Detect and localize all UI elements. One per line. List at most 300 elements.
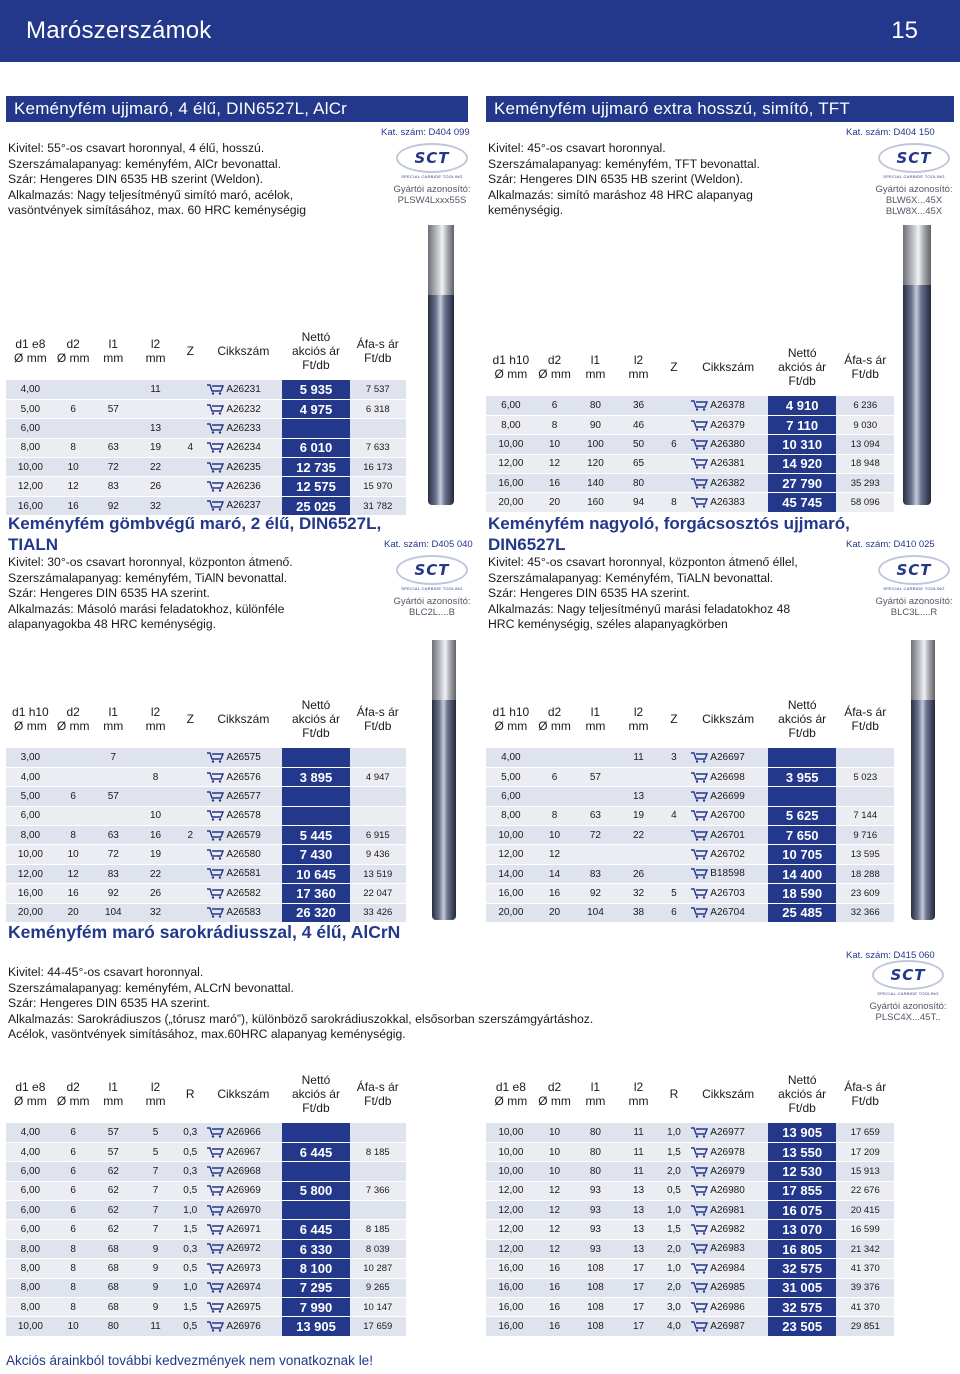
d2-cell: 10 (55, 458, 92, 477)
article-code-cell[interactable]: A26702 (688, 845, 768, 864)
net-price-cell: 14 920 (768, 454, 837, 473)
gross-price-cell (350, 787, 406, 806)
s4-description-line: Szár: Hengeres DIN 6535 HA szerint. (488, 586, 690, 600)
l1-cell: 92 (92, 884, 135, 903)
l2-cell: 11 (135, 1317, 176, 1336)
s2-description-line: Szerszámalapanyag: keményfém, TFT bevonattal. (488, 156, 760, 171)
z-cell: 6 (660, 903, 689, 922)
table-row (486, 767, 894, 786)
table-row (486, 826, 894, 845)
article-code-cell[interactable]: A26983 (688, 1239, 768, 1258)
l1-cell: 63 (92, 826, 135, 845)
l1-cell: 68 (92, 1259, 135, 1278)
net-price-cell: 45 745 (768, 493, 837, 512)
article-code-cell[interactable]: A26968 (204, 1162, 282, 1181)
cart-icon[interactable] (690, 1321, 708, 1332)
gross-price-cell: 33 426 (350, 903, 406, 922)
cart-icon[interactable] (690, 478, 708, 489)
article-code-cell[interactable]: A26577 (204, 787, 282, 806)
d2-cell: 6 (55, 1201, 92, 1220)
gross-price-cell (350, 1201, 406, 1220)
article-code-cell[interactable]: A26582 (204, 884, 282, 903)
l1-cell: 57 (92, 787, 135, 806)
table-row (6, 1162, 406, 1181)
z-cell: 1,5 (176, 1298, 204, 1317)
cart-icon[interactable] (206, 1127, 224, 1138)
l1-cell: 57 (573, 767, 617, 786)
article-code-cell[interactable]: A26379 (688, 415, 768, 434)
gross-price-cell: 7 366 (350, 1181, 406, 1200)
net-price-cell: 4 910 (768, 396, 837, 415)
article-code-cell[interactable]: A26583 (204, 903, 282, 922)
l1-cell: 160 (573, 493, 617, 512)
l2-cell: 38 (618, 903, 660, 922)
l1-cell (573, 845, 617, 864)
cart-icon[interactable] (690, 888, 708, 899)
z-cell (660, 826, 689, 845)
net-price-cell: 17 855 (768, 1181, 837, 1200)
cart-icon[interactable] (206, 1185, 224, 1196)
manufacturer-id: PLSW4Lxxx55S (397, 195, 467, 206)
d2-cell: 10 (536, 1162, 574, 1181)
table-row (6, 477, 406, 496)
gross-price-cell (350, 1123, 406, 1142)
z-cell (176, 477, 204, 496)
cart-icon[interactable] (690, 1166, 708, 1177)
d1-cell: 12,00 (6, 864, 55, 883)
cart-icon[interactable] (206, 907, 224, 918)
cart-icon[interactable] (690, 791, 708, 802)
table-row (486, 1259, 894, 1278)
net-price-cell: 3 895 (282, 767, 349, 786)
cart-icon[interactable] (690, 1243, 708, 1254)
d1-cell: 10,00 (6, 845, 55, 864)
table-row (486, 1317, 894, 1336)
table-row (486, 474, 894, 493)
z-cell: 0,5 (176, 1142, 204, 1161)
sct-logo-icon (396, 143, 468, 173)
article-code-cell[interactable]: A26980 (688, 1181, 768, 1200)
gross-price-cell: 7 633 (350, 438, 406, 457)
cart-icon[interactable] (206, 1205, 224, 1216)
article-code-cell[interactable]: A26701 (688, 826, 768, 845)
cart-icon[interactable] (690, 1282, 708, 1293)
s1-catalog-no: Kat. szám: D404 099 (381, 127, 470, 138)
cart-icon[interactable] (206, 384, 224, 395)
gross-price-cell: 6 236 (836, 396, 894, 415)
d1-cell: 4,00 (6, 380, 55, 399)
net-price-cell: 5 445 (282, 826, 349, 845)
d2-cell: 16 (55, 884, 92, 903)
article-code-cell[interactable]: A26234 (204, 438, 282, 457)
cart-icon[interactable] (690, 772, 708, 783)
article-code-cell[interactable]: A26575 (204, 748, 282, 767)
d2-cell: 10 (536, 1123, 574, 1142)
article-code-cell[interactable]: A26970 (204, 1201, 282, 1220)
d1-cell: 12,00 (6, 477, 55, 496)
cart-icon[interactable] (206, 1224, 224, 1235)
gross-price-cell: 8 039 (350, 1239, 406, 1258)
d2-cell: 12 (55, 864, 92, 883)
column-header: l1 mm (585, 705, 606, 733)
l1-cell: 93 (573, 1181, 617, 1200)
logo-text: SCT (414, 561, 450, 579)
z-cell: 4,0 (660, 1317, 689, 1336)
d1-cell: 8,00 (6, 1298, 55, 1317)
d2-cell: 6 (55, 399, 92, 418)
z-cell: 8 (660, 493, 689, 512)
article-code-cell[interactable]: A26699 (688, 787, 768, 806)
net-price-cell: 26 320 (282, 903, 349, 922)
cart-icon[interactable] (690, 752, 708, 763)
manufacturer-id-label: Gyártói azonosító: (875, 184, 953, 195)
d2-cell: 16 (55, 496, 92, 515)
d1-cell: 16,00 (486, 1298, 536, 1317)
cart-icon[interactable] (206, 1282, 224, 1293)
l2-cell: 9 (135, 1298, 176, 1317)
article-code-cell[interactable]: A26984 (688, 1259, 768, 1278)
s1-description-line: Alkalmazás: Nagy teljesítményű simító maró, acélok, (8, 187, 294, 202)
article-code-cell[interactable]: A26976 (204, 1317, 282, 1336)
cart-icon[interactable] (690, 1302, 708, 1313)
d2-cell: 8 (55, 1278, 92, 1297)
table-row (486, 1220, 894, 1239)
s5-table-right (486, 1065, 894, 1337)
table-row (486, 435, 894, 454)
s4-description-line: Szerszámalapanyag: Keményfém, TiALN bevonattal. (488, 570, 774, 585)
l1-cell: 108 (573, 1259, 617, 1278)
manufacturer-id-label: Gyártói azonosító: (869, 1001, 947, 1012)
column-header: l1 mm (585, 1080, 606, 1108)
logo-subtitle: SPECIAL CARBIDE TOOLING (877, 991, 939, 996)
l2-cell: 7 (135, 1220, 176, 1239)
d2-cell: 12 (536, 845, 574, 864)
table-row (6, 864, 406, 883)
cart-icon[interactable] (206, 810, 224, 821)
l2-cell: 13 (618, 1220, 660, 1239)
cart-icon[interactable] (206, 442, 224, 453)
cart-icon[interactable] (690, 1205, 708, 1216)
d2-cell: 20 (55, 903, 92, 922)
l2-cell: 65 (618, 454, 660, 473)
d2-cell: 12 (536, 1201, 574, 1220)
article-code-cell[interactable]: A26971 (204, 1220, 282, 1239)
l2-cell (618, 845, 660, 864)
article-code-cell[interactable]: A26581 (204, 864, 282, 883)
article-code-cell[interactable]: A26233 (204, 419, 282, 438)
article-code-cell[interactable]: A26383 (688, 493, 768, 512)
cart-icon[interactable] (206, 462, 224, 473)
cart-icon[interactable] (206, 772, 224, 783)
table-row (486, 415, 894, 434)
s4-description (488, 555, 848, 633)
d2-cell: 16 (536, 1278, 574, 1297)
cart-icon[interactable] (690, 1263, 708, 1274)
article-code-cell[interactable]: A26704 (688, 903, 768, 922)
cart-icon[interactable] (690, 420, 708, 431)
article-code-cell[interactable]: A26236 (204, 477, 282, 496)
z-cell (660, 767, 689, 786)
net-price-cell: 6 445 (282, 1142, 349, 1161)
cart-icon[interactable] (206, 752, 224, 763)
cart-icon[interactable] (690, 810, 708, 821)
gross-price-cell: 22 676 (836, 1181, 894, 1200)
article-code-cell[interactable]: A26381 (688, 454, 768, 473)
article-code-cell[interactable]: A26973 (204, 1259, 282, 1278)
table-row (486, 1162, 894, 1181)
cart-icon[interactable] (206, 1243, 224, 1254)
article-code-cell[interactable]: A26235 (204, 458, 282, 477)
cart-icon[interactable] (690, 868, 708, 879)
l1-cell: 80 (573, 396, 617, 415)
article-code-cell[interactable]: A26378 (688, 396, 768, 415)
article-code-cell[interactable]: A26703 (688, 884, 768, 903)
logo-subtitle: SPECIAL CARBIDE TOOLING (883, 174, 945, 179)
d1-cell: 16,00 (486, 1317, 536, 1336)
z-cell (176, 903, 204, 922)
cart-icon[interactable] (690, 400, 708, 411)
article-code-cell[interactable]: A26978 (688, 1142, 768, 1161)
column-header: d1 h10 Ø mm (12, 705, 49, 733)
s4-description-line: Kivitel: 45°-os csavart horonnyal, központon átmenő éllel, (488, 555, 798, 569)
column-header: Z (670, 712, 678, 726)
l1-cell: 57 (92, 1142, 135, 1161)
cart-icon[interactable] (690, 497, 708, 508)
article-code-cell[interactable]: A26975 (204, 1298, 282, 1317)
cart-icon[interactable] (206, 423, 224, 434)
article-code-cell[interactable]: A26967 (204, 1142, 282, 1161)
article-code-cell[interactable]: A26981 (688, 1201, 768, 1220)
article-code-cell[interactable]: A26979 (688, 1162, 768, 1181)
cart-icon[interactable] (206, 868, 224, 879)
sct-logo-icon (878, 143, 950, 173)
d2-cell: 6 (55, 1162, 92, 1181)
gross-price-cell: 15 970 (350, 477, 406, 496)
cart-icon[interactable] (206, 830, 224, 841)
cart-icon[interactable] (206, 404, 224, 415)
z-cell: 1,0 (176, 1201, 204, 1220)
article-code-cell[interactable]: A26579 (204, 826, 282, 845)
cart-icon[interactable] (206, 1166, 224, 1177)
z-cell: 0,3 (176, 1162, 204, 1181)
table-header (6, 322, 406, 380)
l1-cell: 108 (573, 1317, 617, 1336)
cart-icon[interactable] (206, 888, 224, 899)
cart-icon[interactable] (690, 907, 708, 918)
l2-cell: 17 (618, 1317, 660, 1336)
d1-cell: 12,00 (486, 454, 536, 473)
l1-cell: 62 (92, 1201, 135, 1220)
cart-icon[interactable] (690, 458, 708, 469)
d1-cell: 6,00 (486, 396, 536, 415)
z-cell: 1,0 (660, 1123, 689, 1142)
net-price-cell: 7 990 (282, 1298, 349, 1317)
l2-cell: 11 (618, 1142, 660, 1161)
gross-price-cell: 15 913 (836, 1162, 894, 1181)
article-code-cell[interactable]: A26985 (688, 1278, 768, 1297)
article-code-cell[interactable]: A26380 (688, 435, 768, 454)
net-price-cell (768, 787, 837, 806)
d2-cell: 16 (536, 1298, 574, 1317)
article-code-cell[interactable]: A26982 (688, 1220, 768, 1239)
l1-cell: 80 (92, 1317, 135, 1336)
net-price-cell: 3 955 (768, 767, 837, 786)
l2-cell: 13 (135, 419, 176, 438)
table-row (6, 1298, 406, 1317)
article-code-cell[interactable]: A26969 (204, 1181, 282, 1200)
article-code-cell[interactable]: A26697 (688, 748, 768, 767)
net-price-cell: 16 805 (768, 1239, 837, 1258)
article-code-cell[interactable]: A26700 (688, 806, 768, 825)
net-price-cell: 4 975 (282, 399, 349, 418)
column-header: d2 Ø mm (56, 337, 90, 365)
cart-icon[interactable] (206, 1147, 224, 1158)
article-code-cell[interactable]: A26576 (204, 767, 282, 786)
column-header: d1 e8 Ø mm (14, 1080, 47, 1108)
gross-price-cell: 35 293 (836, 474, 894, 493)
l1-cell: 63 (573, 806, 617, 825)
table-row (486, 787, 894, 806)
d1-cell: 16,00 (486, 474, 536, 493)
table-row (6, 380, 406, 399)
d2-cell: 12 (536, 454, 574, 473)
l1-cell: 68 (92, 1298, 135, 1317)
cart-icon[interactable] (206, 500, 224, 511)
article-code-cell[interactable]: A26987 (688, 1317, 768, 1336)
z-cell (660, 474, 689, 493)
net-price-cell: 32 575 (768, 1259, 837, 1278)
d1-cell: 6,00 (6, 806, 55, 825)
article-code-cell[interactable]: A26974 (204, 1278, 282, 1297)
article-code-cell[interactable]: A26231 (204, 380, 282, 399)
tool-shank (903, 225, 931, 285)
article-code-cell[interactable]: A26382 (688, 474, 768, 493)
l2-cell: 19 (135, 845, 176, 864)
cart-icon[interactable] (690, 830, 708, 841)
d1-cell: 6,00 (486, 787, 536, 806)
d1-cell: 20,00 (6, 903, 55, 922)
d1-cell: 8,00 (6, 438, 55, 457)
article-code-cell[interactable]: A26578 (204, 806, 282, 825)
d2-cell: 8 (536, 806, 574, 825)
table-row (486, 884, 894, 903)
column-header: Nettó akciós ár Ft/db (778, 346, 827, 388)
table-row (486, 1298, 894, 1317)
column-header: Áfa-s ár Ft/db (356, 1080, 399, 1108)
net-price-cell: 12 575 (282, 477, 349, 496)
column-header: Z (670, 360, 678, 374)
l1-cell: 104 (573, 903, 617, 922)
cart-icon[interactable] (690, 1224, 708, 1235)
table-row (6, 1201, 406, 1220)
article-code-cell[interactable]: A26237 (204, 496, 282, 515)
z-cell (176, 864, 204, 883)
d1-cell: 8,00 (6, 1278, 55, 1297)
gross-price-cell: 31 782 (350, 496, 406, 515)
article-code-cell[interactable]: A26232 (204, 399, 282, 418)
cart-icon[interactable] (206, 481, 224, 492)
net-price-cell: 7 295 (282, 1278, 349, 1297)
s1-description-line: vasöntvények simításához, max. 60 HRC keménységig (8, 203, 307, 217)
column-header: l2 mm (628, 705, 649, 733)
s2-logo (874, 143, 954, 217)
d1-cell: 12,00 (486, 1239, 536, 1258)
l2-cell: 9 (135, 1239, 176, 1258)
l2-cell (135, 748, 176, 767)
s3-description (8, 555, 388, 633)
table-row (6, 767, 406, 786)
cart-icon[interactable] (690, 1147, 708, 1158)
cart-icon[interactable] (206, 1302, 224, 1313)
cart-icon[interactable] (206, 1263, 224, 1274)
d1-cell: 12,00 (486, 1181, 536, 1200)
article-code-cell[interactable]: A26977 (688, 1123, 768, 1142)
l2-cell: 11 (618, 1162, 660, 1181)
table-row (486, 1181, 894, 1200)
table-row (6, 884, 406, 903)
l1-cell (92, 806, 135, 825)
s2-table (486, 338, 894, 513)
cart-icon[interactable] (690, 439, 708, 450)
s1-description-line: Szár: Hengeres DIN 6535 HB szerint (Weldon). (8, 172, 264, 186)
column-header: Cikkszám (702, 1087, 755, 1101)
cart-icon[interactable] (690, 1127, 708, 1138)
d2-cell (55, 767, 92, 786)
d1-cell: 16,00 (6, 884, 55, 903)
d2-cell (55, 748, 92, 767)
gross-price-cell (836, 748, 894, 767)
article-code-cell[interactable]: A26986 (688, 1298, 768, 1317)
s2-description-line: Kivitel: 45°-os csavart horonnyal. (488, 141, 666, 155)
l1-cell (573, 748, 617, 767)
gross-price-cell: 9 030 (836, 415, 894, 434)
cart-icon[interactable] (206, 791, 224, 802)
section-1-title: Keményfém ujjmaró, 4 élű, DIN6527L, AlCr (6, 96, 468, 122)
s4-tool-image (911, 640, 935, 920)
d2-cell: 16 (536, 884, 574, 903)
net-price-cell (282, 1123, 349, 1142)
logo-subtitle: SPECIAL CARBIDE TOOLING (401, 174, 463, 179)
table-header (486, 1065, 894, 1123)
net-price-cell: 27 790 (768, 474, 837, 493)
cart-icon[interactable] (690, 849, 708, 860)
net-price-cell (282, 787, 349, 806)
s2-catalog-no: Kat. szám: D404 150 (846, 127, 935, 138)
d2-cell: 12 (536, 1239, 574, 1258)
article-code-cell[interactable]: B18598 (688, 864, 768, 883)
l2-cell: 32 (135, 496, 176, 515)
article-code-cell[interactable]: A26972 (204, 1239, 282, 1258)
s5-table-left (6, 1065, 406, 1337)
article-code-cell[interactable]: A26966 (204, 1123, 282, 1142)
l2-cell: 7 (135, 1162, 176, 1181)
cart-icon[interactable] (206, 849, 224, 860)
d1-cell: 10,00 (486, 1142, 536, 1161)
z-cell: 0,5 (176, 1317, 204, 1336)
cart-icon[interactable] (690, 1185, 708, 1196)
z-cell (660, 396, 689, 415)
article-code-cell[interactable]: A26698 (688, 767, 768, 786)
column-header: Cikkszám (702, 360, 755, 374)
table-row (6, 845, 406, 864)
article-code-cell[interactable]: A26580 (204, 845, 282, 864)
l2-cell: 26 (135, 884, 176, 903)
l2-cell: 32 (135, 903, 176, 922)
net-price-cell: 23 505 (768, 1317, 837, 1336)
cart-icon[interactable] (206, 1321, 224, 1332)
l2-cell: 13 (618, 1239, 660, 1258)
column-header: l1 mm (585, 353, 606, 381)
